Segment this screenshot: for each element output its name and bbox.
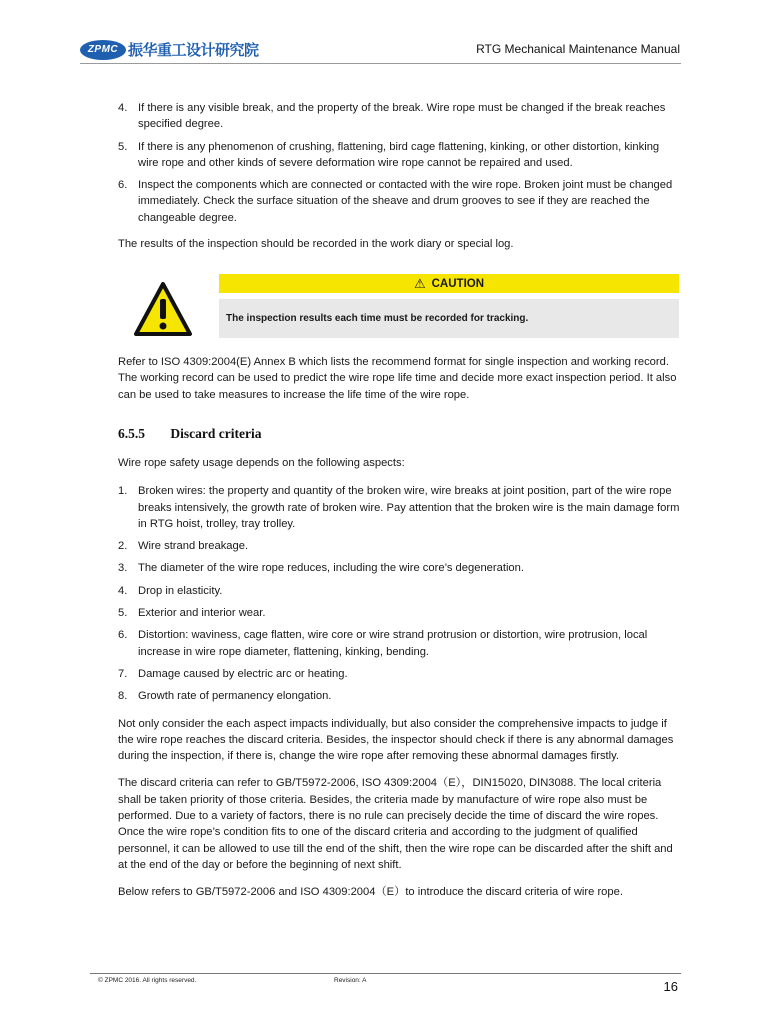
- footer-divider: [90, 973, 681, 974]
- refer-paragraph: Refer to ISO 4309:2004(E) Annex B which lists the recommend format for single inspection and working record. The working record can be used to predict the wire rope life time and decide more exact inspection period. It also can be used to take measures to increase the life time of the wire rope.: [118, 356, 677, 401]
- caution-triangle-icon: ⚠: [413, 275, 426, 291]
- list-item: [118, 627, 680, 660]
- aspects-list: [118, 483, 680, 704]
- section-title: Discard criteria: [170, 426, 262, 441]
- list-item: [118, 666, 680, 682]
- list-text: Drop in elasticity.: [138, 584, 223, 597]
- footer-copyright: © ZPMC 2016. All rights reserved.: [98, 977, 197, 984]
- list-text: If there is any phenomenon of crushing, flattening, bird cage flattening, kinking, or other distortion, kinking wire rope and other kinds of severe deformation wire rope cannot be repaired and used.: [138, 140, 660, 169]
- caution-label: CAUTION: [431, 277, 485, 290]
- list-number: 6.: [118, 629, 128, 642]
- zpmc-logo: [80, 39, 259, 60]
- list-number: 6.: [118, 179, 128, 192]
- list-text: Distortion: waviness, cage flatten, wire core or wire strand protrusion or distortion, wire protrusion, local increase in wire rope diameter, flattening, kinking, bending.: [138, 629, 648, 658]
- caution-notice: [133, 274, 679, 338]
- list-number: 4.: [118, 102, 128, 114]
- results-paragraph: The results of the inspection should be recorded in the work diary or special log.: [118, 238, 514, 251]
- list-number: 7.: [118, 667, 128, 680]
- list-text: The diameter of the wire rope reduces, including the wire core’s degeneration.: [138, 562, 524, 575]
- list-text: Broken wires: the property and quantity of the broken wire, wire breaks at joint position, part of the wire rope breaks intensively, the growth rate of broken wire. Pay attention that the broken wire is the main damage form in RTG hoist, trolley, tray trolley.: [138, 485, 680, 530]
- list-number: 4.: [118, 584, 128, 597]
- list-number: 3.: [118, 562, 128, 575]
- list-number: 8.: [118, 690, 128, 703]
- list-item: [118, 483, 680, 532]
- list-item: [118, 538, 680, 554]
- list-item: [118, 100, 680, 133]
- list-text: If there is any visible break, and the property of the break. Wire rope must be changed if the break reaches specified degree.: [138, 102, 666, 131]
- page-number: 16: [663, 979, 678, 994]
- discard-criteria-paragraph: The discard criteria can refer to GB/T5972-2006, ISO 4309:2004（E），DIN15020, DIN3088. The local criteria shall be taken priority of those criteria. Besides, the criteria made by manufacture of wire rope also must be performed. Due to a variety of factors, there is no rule can precisely decide the time of discard the wire ropes. Once the wire rope’s condition fits to one of the discard criteria and according to the judgment of qualified personnel, it can be allowed to use till the end of the shift, then the wire rope can be discarded after the shift and at the end of the day or before the beginning of next shift.: [118, 777, 673, 871]
- section-number: 6.5.5: [118, 426, 145, 441]
- logo-text: 振华重工设计研究院: [128, 41, 259, 59]
- inspection-section: [118, 100, 680, 260]
- list-item: [118, 583, 680, 599]
- list-item: [118, 139, 680, 172]
- inspection-list: [118, 100, 680, 226]
- list-item: [118, 560, 680, 576]
- list-number: 5.: [118, 140, 128, 153]
- intro-paragraph: Wire rope safety usage depends on the following aspects:: [118, 457, 405, 469]
- footer-revision: Revision: A: [334, 977, 367, 984]
- list-text: Exterior and interior wear.: [138, 607, 266, 620]
- list-text: Wire strand breakage.: [138, 540, 249, 553]
- list-item: [118, 177, 680, 226]
- discard-section: [118, 455, 680, 909]
- section-heading: [118, 426, 261, 442]
- list-text: Damage caused by electric arc or heating.: [138, 667, 348, 680]
- list-item: [118, 605, 680, 621]
- list-number: 1.: [118, 485, 128, 498]
- header-title: RTG Mechanical Maintenance Manual: [476, 42, 680, 56]
- warning-triangle-icon: [133, 281, 193, 337]
- refer-section: [118, 354, 680, 411]
- below-paragraph: Below refers to GB/T5972-2006 and ISO 4309:2004（E）to introduce the discard criteria of wire rope.: [118, 886, 623, 899]
- list-number: 2.: [118, 540, 128, 553]
- caution-header: [219, 274, 679, 293]
- header-divider: [80, 63, 681, 64]
- comprehensive-paragraph: Not only consider the each aspect impacts individually, but also consider the comprehensive impacts to judge if the wire rope reaches the discard criteria. Besides, the inspector should check if there is any abnormal damages during the inspection, if there is, change the wire rope after removing these abnormal damages firstly.: [118, 717, 674, 763]
- caution-message: The inspection results each time must be recorded for tracking.: [219, 299, 679, 338]
- logo-mark: ZPMC: [80, 40, 126, 60]
- list-number: 5.: [118, 607, 128, 620]
- list-text: Inspect the components which are connected or contacted with the wire rope. Broken joint must be changed immediately. Check the surface situation of the sheave and drum grooves to see if they are reached the changeable degree.: [138, 179, 673, 224]
- list-text: Growth rate of permanency elongation.: [138, 690, 332, 703]
- list-item: [118, 688, 680, 704]
